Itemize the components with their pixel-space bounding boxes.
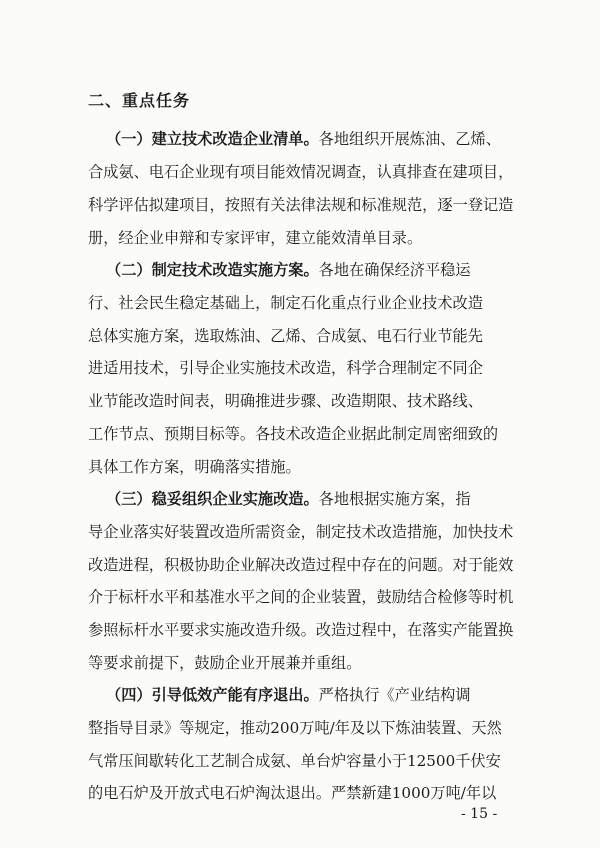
paragraph-1-line-4: 册，经企业申辩和专家评审，建立能效清单目录。 <box>88 229 423 247</box>
paragraph-3-line-2: 导企业落实好装置改造所需资金，制定技术改造措施，加快技术 <box>88 523 514 541</box>
section-heading: 二、重点任务 <box>88 91 191 110</box>
paragraph-2-line-5: 业节能改造时间表，明确推进步骤、改造期限、技术路线、 <box>88 392 483 410</box>
paragraph-3-text: 各地根据实施方案，指 <box>318 490 471 508</box>
paragraph-4-line-1 <box>106 685 516 705</box>
paragraph-3-line-5: 参照标杆水平要求实施改造升级。改造过程中，在落实产能置换 <box>88 621 514 639</box>
paragraph-2-line-7: 具体工作方案，明确落实措施。 <box>88 458 301 476</box>
paragraph-3-line-6: 等要求前提下，鼓励企业开展兼并重组。 <box>88 654 362 672</box>
paragraph-4-line-4: 的电石炉及开放式电石炉淘汰退出。严禁新建1000万吨/年以 <box>88 784 497 802</box>
paragraph-3-line-1 <box>106 489 516 509</box>
page-number: - 15 - <box>461 806 498 822</box>
paragraph-1-text: 各地组织开展炼油、乙烯、 <box>318 130 501 148</box>
paragraph-2-lead: （二）制定技术改造实施方案。 <box>106 261 319 279</box>
paragraph-3-line-3: 改造进程，积极协助企业解决改造过程中存在的问题。对于能效 <box>88 556 514 574</box>
paragraph-1-line-2: 合成氨、电石企业现有项目能效情况调查，认真排查在建项目， <box>88 163 514 181</box>
paragraph-2-line-2: 行、社会民生稳定基础上，制定石化重点行业企业技术改造 <box>88 294 483 312</box>
paragraph-4-lead: （四）引导低效产能有序退出。 <box>106 686 319 704</box>
paragraph-2-text: 各地在确保经济平稳运 <box>318 261 471 279</box>
paragraph-1-line-1 <box>106 129 516 149</box>
paragraph-2-line-4: 进适用技术，引导企业实施技术改造，科学合理制定不同企 <box>88 359 483 377</box>
paragraph-2-line-1 <box>106 260 516 280</box>
paragraph-4-line-3: 气常压间歇转化工艺制合成氨、单台炉容量小于12500千伏安 <box>88 752 501 770</box>
paragraph-2-line-6: 工作节点、预期目标等。各技术改造企业据此制定周密细致的 <box>88 425 499 443</box>
paragraph-3-line-4: 介于标杆水平和基准水平之间的企业装置，鼓励结合检修等时机 <box>88 588 514 606</box>
paragraph-2-line-3: 总体实施方案，选取炼油、乙烯、合成氨、电石行业节能先 <box>88 327 483 345</box>
paragraph-3-lead: （三）稳妥组织企业实施改造。 <box>106 490 319 508</box>
paragraph-4-text: 严格执行《产业结构调 <box>318 686 471 704</box>
paragraph-1-line-3: 科学评估拟建项目，按照有关法律法规和标准规范，逐一登记造 <box>88 196 514 214</box>
paragraph-1-lead: （一）建立技术改造企业清单。 <box>106 130 319 148</box>
paragraph-4-line-2: 整指导目录》等规定，推动200万吨/年及以下炼油装置、天然 <box>88 719 502 737</box>
